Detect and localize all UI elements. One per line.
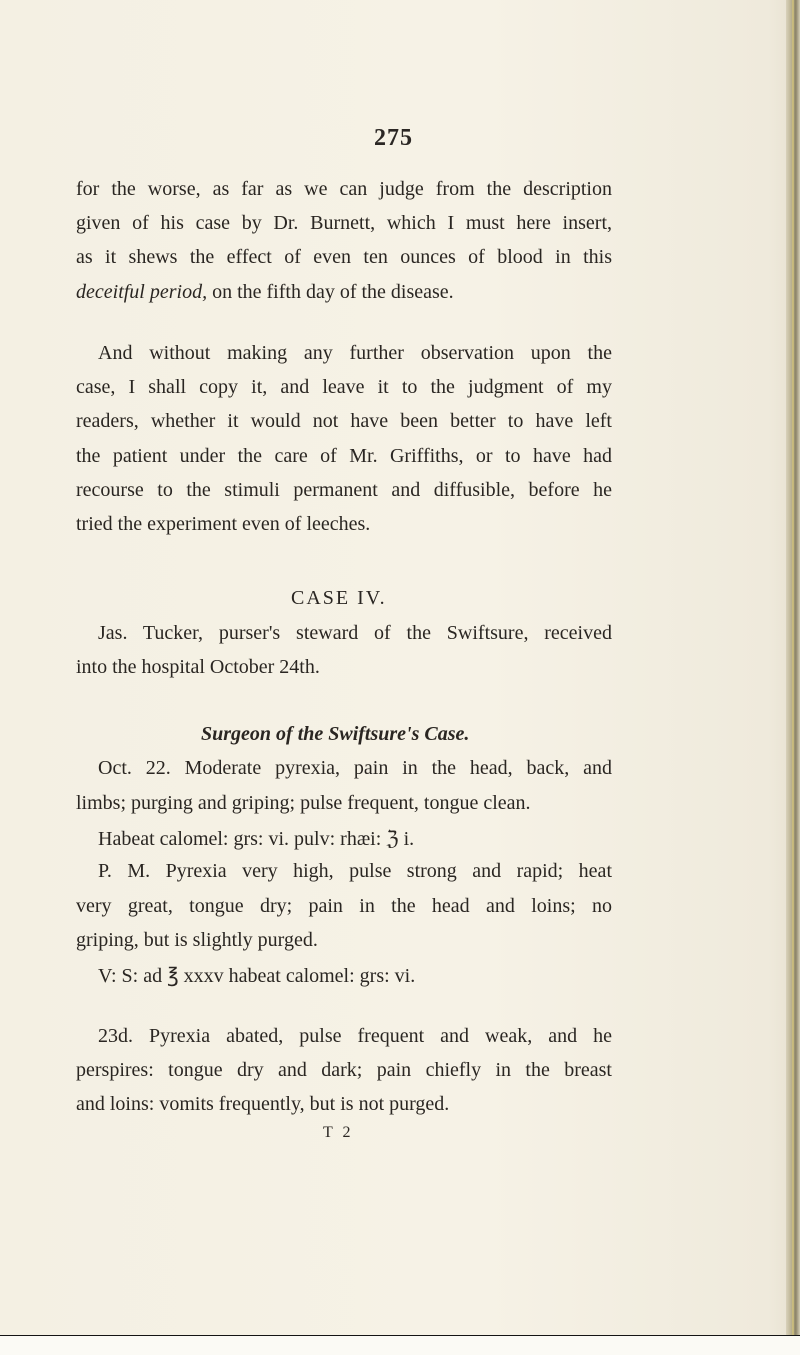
admission-line: Jas. Tucker, purser's steward of the Swiftsure, received bbox=[98, 622, 612, 644]
body-line: recourse to the stimuli permanent and diffusible, before he bbox=[76, 479, 612, 501]
bottom-margin bbox=[0, 1336, 800, 1355]
body-line: the patient under the care of Mr. Griffiths, or to have had bbox=[76, 445, 612, 467]
body-line: for the worse, as far as we can judge from the description bbox=[76, 178, 612, 200]
note-line: P. M. Pyrexia very high, pulse strong and rapid; heat bbox=[98, 860, 612, 882]
body-line: case, I shall copy it, and leave it to the judgment of my bbox=[76, 376, 612, 398]
surgeon-heading: Surgeon of the Swiftsure's Case. bbox=[201, 723, 470, 745]
admission-line: into the hospital October 24th. bbox=[76, 656, 320, 678]
signature-mark: T 2 bbox=[323, 1124, 354, 1141]
note-line: griping, but is slightly purged. bbox=[76, 929, 318, 951]
body-line bbox=[76, 281, 454, 304]
body-line: tried the experiment even of leeches. bbox=[76, 513, 371, 535]
note-line: perspires: tongue dry and dark; pain chiefly in the breast bbox=[76, 1059, 612, 1081]
prescription-line: Habeat calomel: grs: vi. pulv: rhæi: ℨ i. bbox=[98, 828, 415, 850]
note-line: 23d. Pyrexia abated, pulse frequent and weak, and he bbox=[98, 1025, 612, 1047]
body-line: readers, whether it would not have been better to have left bbox=[76, 410, 612, 432]
gilt-edge bbox=[792, 0, 794, 1340]
note-line: limbs; purging and griping; pulse frequent, tongue clean. bbox=[76, 792, 531, 814]
body-line: given of his case by Dr. Burnett, which I must here insert, bbox=[76, 212, 612, 234]
body-text: on the fifth day of the disease. bbox=[207, 281, 454, 303]
note-line: and loins: vomits frequently, but is not purged. bbox=[76, 1093, 450, 1115]
body-line: as it shews the effect of even ten ounces of blood in this bbox=[76, 246, 612, 268]
prescription-line: V: S: ad ℥ xxxv habeat calomel: grs: vi. bbox=[98, 965, 416, 987]
note-line: Oct. 22. Moderate pyrexia, pain in the head, back, and bbox=[98, 757, 612, 779]
case-heading: CASE IV. bbox=[291, 587, 387, 609]
italic-phrase: deceitful period, bbox=[76, 281, 208, 303]
body-line: And without making any further observation upon the bbox=[98, 342, 612, 364]
note-line: very great, tongue dry; pain in the head and loins; no bbox=[76, 895, 612, 917]
page-number: 275 bbox=[374, 125, 413, 151]
